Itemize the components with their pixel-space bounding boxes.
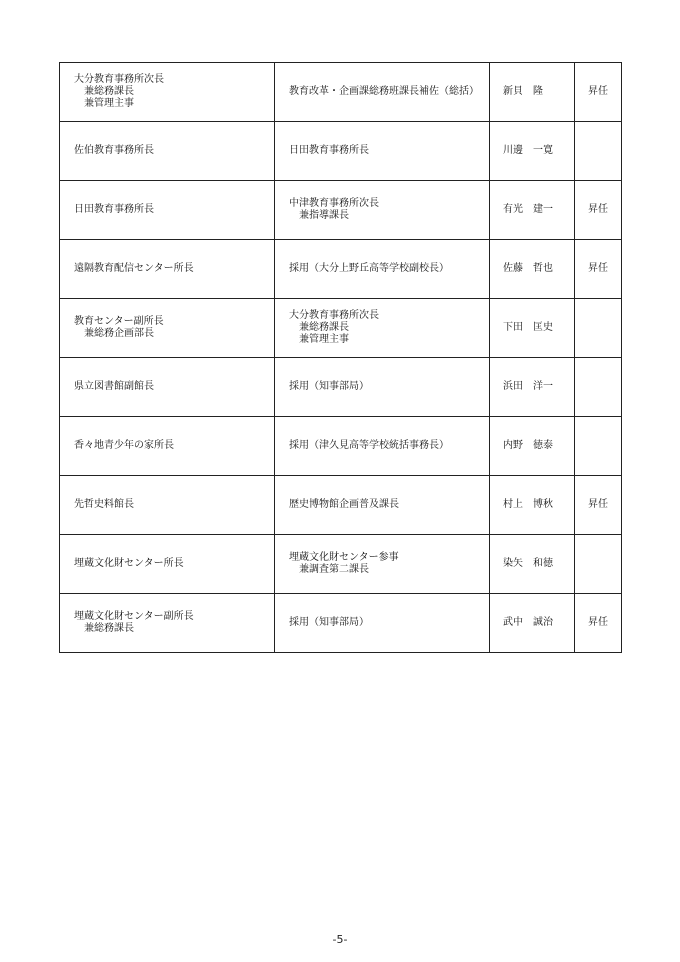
previous-post-cell bbox=[275, 181, 490, 240]
new-post-cell-line: 兼総務課長 bbox=[84, 86, 134, 97]
table-row bbox=[60, 181, 622, 240]
previous-post-cell-line: 採用（知事部局） bbox=[289, 617, 369, 628]
note-cell bbox=[575, 417, 622, 476]
new-post-cell-line: 先哲史料館長 bbox=[74, 499, 134, 510]
new-post-cell bbox=[60, 63, 275, 122]
previous-post-cell-line: 埋蔵文化財センター参事 bbox=[289, 552, 399, 563]
person-name-cell: 川邊 一寛 bbox=[490, 122, 575, 181]
new-post-cell-line: 遠隔教育配信センター所長 bbox=[74, 263, 194, 274]
person-name-cell: 村上 博秋 bbox=[490, 476, 575, 535]
note-cell bbox=[575, 122, 622, 181]
new-post-cell-line: 兼管理主事 bbox=[84, 98, 134, 109]
person-name-cell: 浜田 洋一 bbox=[490, 358, 575, 417]
previous-post-cell bbox=[275, 417, 490, 476]
previous-post-cell bbox=[275, 299, 490, 358]
new-post-cell-line: 教育センター副所長 bbox=[74, 316, 164, 327]
previous-post-cell bbox=[275, 240, 490, 299]
new-post-cell-line: 香々地青少年の家所長 bbox=[74, 440, 174, 451]
new-post-cell bbox=[60, 299, 275, 358]
table-row bbox=[60, 417, 622, 476]
table-row bbox=[60, 63, 622, 122]
previous-post-cell bbox=[275, 358, 490, 417]
table-row bbox=[60, 476, 622, 535]
new-post-cell bbox=[60, 122, 275, 181]
new-post-cell-line: 大分教育事務所次長 bbox=[74, 74, 164, 85]
previous-post-cell-line: 中津教育事務所次長 bbox=[289, 198, 379, 209]
new-post-cell-line: 兼総務課長 bbox=[84, 623, 134, 634]
person-name-cell: 新貝 隆 bbox=[490, 63, 575, 122]
person-name-cell: 染矢 和徳 bbox=[490, 535, 575, 594]
person-name-cell: 内野 徳泰 bbox=[490, 417, 575, 476]
table-row bbox=[60, 535, 622, 594]
new-post-cell-line: 埋蔵文化財センター所長 bbox=[74, 558, 184, 569]
new-post-cell bbox=[60, 417, 275, 476]
previous-post-cell bbox=[275, 476, 490, 535]
new-post-cell-line: 佐伯教育事務所長 bbox=[74, 145, 154, 156]
previous-post-cell bbox=[275, 535, 490, 594]
note-cell: 昇任 bbox=[575, 240, 622, 299]
note-cell bbox=[575, 299, 622, 358]
note-cell: 昇任 bbox=[575, 63, 622, 122]
note-cell: 昇任 bbox=[575, 181, 622, 240]
person-name-cell: 佐藤 哲也 bbox=[490, 240, 575, 299]
note-cell bbox=[575, 535, 622, 594]
previous-post-cell-line: 兼指導課長 bbox=[299, 210, 349, 221]
note-cell: 昇任 bbox=[575, 594, 622, 653]
previous-post-cell-line: 採用（大分上野丘高等学校副校長） bbox=[289, 263, 449, 274]
previous-post-cell-line: 日田教育事務所長 bbox=[289, 145, 369, 156]
new-post-cell-line: 埋蔵文化財センター副所長 bbox=[74, 611, 194, 622]
new-post-cell bbox=[60, 358, 275, 417]
previous-post-cell-line: 採用（知事部局） bbox=[289, 381, 369, 392]
new-post-cell bbox=[60, 594, 275, 653]
new-post-cell bbox=[60, 535, 275, 594]
table-row bbox=[60, 358, 622, 417]
table-row bbox=[60, 299, 622, 358]
person-name-cell: 武中 誠治 bbox=[490, 594, 575, 653]
previous-post-cell-line: 兼総務課長 bbox=[299, 322, 349, 333]
personnel-table bbox=[59, 62, 622, 653]
new-post-cell-line: 県立図書館副館長 bbox=[74, 381, 154, 392]
new-post-cell bbox=[60, 476, 275, 535]
person-name-cell: 下田 匡史 bbox=[490, 299, 575, 358]
page-number: -5- bbox=[332, 933, 348, 946]
previous-post-cell-line: 兼管理主事 bbox=[299, 334, 349, 345]
table-row bbox=[60, 122, 622, 181]
previous-post-cell-line: 教育改革・企画課総務班課長補佐（総括） bbox=[289, 86, 479, 97]
new-post-cell-line: 兼総務企画部長 bbox=[84, 328, 154, 339]
previous-post-cell-line: 兼調査第二課長 bbox=[299, 564, 369, 575]
person-name-cell: 有光 建一 bbox=[490, 181, 575, 240]
personnel-table-body bbox=[60, 63, 622, 653]
note-cell bbox=[575, 358, 622, 417]
table-row bbox=[60, 594, 622, 653]
previous-post-cell-line: 大分教育事務所次長 bbox=[289, 310, 379, 321]
previous-post-cell-line: 歴史博物館企画普及課長 bbox=[289, 499, 399, 510]
note-cell: 昇任 bbox=[575, 476, 622, 535]
previous-post-cell bbox=[275, 594, 490, 653]
previous-post-cell-line: 採用（津久見高等学校統括事務長） bbox=[289, 440, 449, 451]
previous-post-cell bbox=[275, 122, 490, 181]
new-post-cell bbox=[60, 181, 275, 240]
new-post-cell-line: 日田教育事務所長 bbox=[74, 204, 154, 215]
table-row bbox=[60, 240, 622, 299]
previous-post-cell bbox=[275, 63, 490, 122]
new-post-cell bbox=[60, 240, 275, 299]
